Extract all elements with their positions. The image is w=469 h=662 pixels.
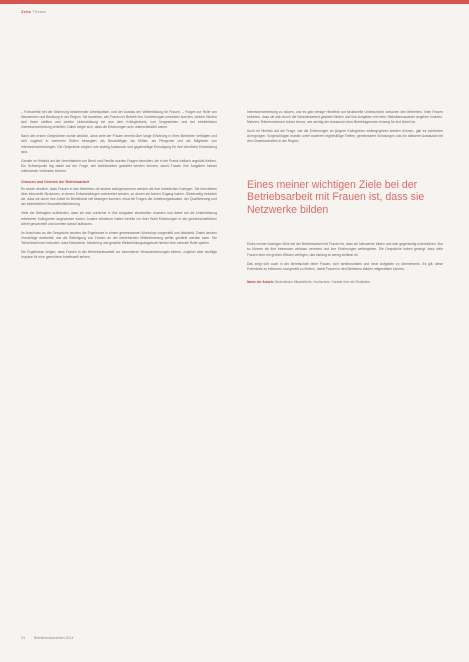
right-column [247, 110, 443, 285]
right-paragraph-2: Auch im Hinblick auf die Frage, wie die Erfahrungen an jüngere Kolleginnen weitergegeben werden können, gab es zahlreiche Anregungen. Vorgeschlagen wurden unter anderem regelmäßige Treffen, gemeinsame Schulungen und ein stärkerer Austausch mit den Gewerkschaften in der Region. [247, 129, 443, 144]
left-intro-paragraph: – Fortschritte bei der Sicherung bestehender Arbeitsplätze, und der Ausbau der Weiterbildung für Frauen. – Fragen zur Rolle von Netzwerken und Beratung in der Region. Sie bewerten, wie Frauen im Betrieb ihre Vorstellungen umsetzen konnten, welche Hürden sich ihnen stellten und welche Unterstützung sie aus dem Kollegenkreis, von Vorgesetzten und der betrieblichen Interessenvertretung erhielten. Dabei zeigte sich, dass die Erfahrungen sehr unterschiedlich waren. [21, 110, 217, 130]
right-paragraph-1: Interessenvertretung zu nutzen, und es gab wenige Hinweise auf strukturelle Unterschiede zwischen den Betrieben. Viele Frauen betonten, dass sie sich durch die Netzwerkarbeit gestärkt fühlten und ihre Aufgaben mit mehr Selbstbewusstsein angehen konnten. Mehrere Teilnehmerinnen hoben hervor, wie wichtig der Austausch über Betriebsgrenzen hinweg für ihre Arbeit ist. [247, 110, 443, 125]
top-accent-bar [0, 0, 469, 4]
header-topic: Thema [32, 9, 46, 14]
page-number: 24 [21, 636, 25, 640]
publication-name: Betriebsratswahlen 2014 [34, 636, 74, 640]
left-paragraph-5: Viele der Befragten schilderten, dass sie sich zunächst in ihre Aufgaben einarbeiten mussten und dabei auf die Unterstützung erfahrener Kolleginnen angewiesen waren. Andere wiederum hatten bereits vor ihrer Wahl Erfahrungen in der gewerkschaftlichen Arbeit gesammelt und konnten darauf aufbauen. [21, 211, 217, 226]
author-note: Studentische Mitarbeiterin, Hochschule. Kontakt über die Redaktion. [274, 279, 371, 284]
author-box [247, 280, 443, 285]
page-footer [21, 636, 74, 640]
right-paragraph-3: Eines meiner wichtigen Ziele bei der Betriebsarbeit mit Frauen ist, dass sie Netzwerke bilden und sich gegenseitig unterstützen. Nur so können sie ihre Interessen wirksam vertreten und ihre Erfahrungen weitergeben. Die Gespräche haben gezeigt, dass viele Frauen über ein großes Wissen verfügen, das bislang zu wenig sichtbar ist. [247, 242, 443, 257]
left-column [21, 110, 217, 264]
left-paragraph-2: Nach den ersten Gesprächen wurde deutlich, dass viele der Frauen bereits über lange Erfahrung in ihren Betrieben verfügten und sich zugleich in mehreren Rollen bewegten: als Beschäftigte, als Mütter, als Pflegende und als Mitglieder von Interessenvertretungen. Die Gespräche zeigten, wie wichtig Austausch und gegenseitige Ermutigung für ihre berufliche Entwicklung sind. [21, 134, 217, 154]
header-kicker: Zeitz [21, 9, 32, 14]
left-paragraph-7: Die Ergebnisse zeigen, dass Frauen in der Betriebsratsarbeit vor besonderen Herausforderungen stehen, zugleich aber wichtige Impulse für eine gerechtere Arbeitswelt setzen. [21, 249, 217, 260]
section-heading: Chancen und Grenzen der Betriebsarbeit [21, 180, 90, 185]
pull-quote: Eines meiner wichtigen Ziele bei der Betriebsarbeit mit Frauen ist, dass sie Netzwerke bilden [247, 178, 425, 216]
left-paragraph-3: Gerade im Hinblick auf die Vereinbarkeit von Beruf und Familie wurden Fragen formuliert, die in der Praxis vielfach ungelöst bleiben. Ein Schwerpunkt lag dabei auf der Frage, wie Arbeitszeiten gestaltet werden können, damit Frauen ihre Aufgaben besser miteinander verbinden können. [21, 158, 217, 173]
right-paragraph-4: Das zeigt sich auch in der Bereitschaft vieler Frauen, sich weiterzubilden und neue Aufgaben zu übernehmen. Es gilt, diese Potenziale zu erkennen und gezielt zu fördern, damit Frauen in den Betrieben stärker mitgestalten können. [247, 261, 443, 271]
running-header [21, 9, 46, 14]
left-paragraph-4: Es wurde deutlich, dass Frauen in den Betrieben oft anders wahrgenommen werden als ihre männlichen Kollegen. Sie berichteten über informelle Strukturen, in denen Entscheidungen vorbereitet werden, zu denen sie keinen Zugang haben. Gleichzeitig betonten sie, dass sie durch ihre Arbeit im Betriebsrat viel bewegen konnten, etwa bei Fragen der Arbeitsorganisation, der Qualifizierung und der betrieblichen Gesundheitsförderung. [21, 187, 217, 207]
left-paragraph-6: Im Anschluss an die Gespräche wurden die Ergebnisse in einem gemeinsamen Workshop vorgestellt und diskutiert. Dabei wurden Vorschläge erarbeitet, wie die Beteiligung von Frauen an der betrieblichen Mitbestimmung weiter gestärkt werden kann. Die Teilnehmerinnen betonten, dass Netzwerke, Mentoring und gezielte Weiterbildungsangebote hierbei eine zentrale Rolle spielen. [21, 230, 217, 245]
author-name: Name der Autorin [247, 279, 274, 284]
